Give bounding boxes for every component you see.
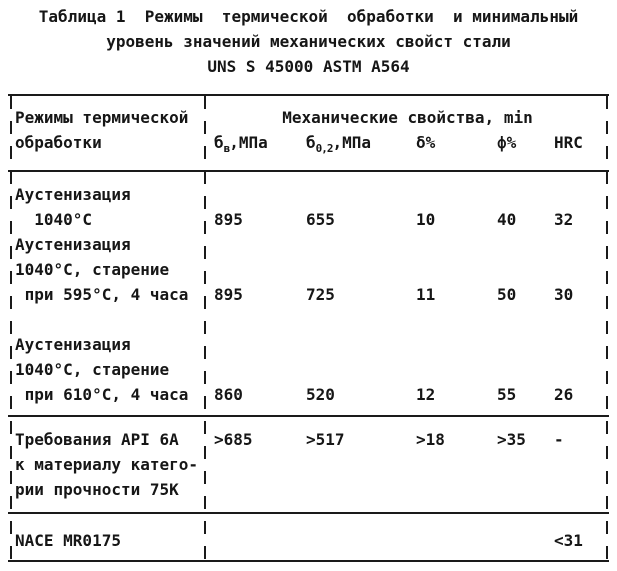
cell-sigma-02: 725 — [306, 285, 335, 304]
cell-delta: 12 — [416, 385, 436, 404]
cell-sigma-b: 860 — [214, 385, 243, 404]
table-row — [8, 382, 609, 407]
table-border-left — [10, 96, 12, 560]
table-row — [8, 528, 609, 553]
nace-section — [8, 512, 609, 560]
cell-delta: 10 — [416, 210, 436, 229]
row-label: Аустенизация — [15, 235, 131, 254]
column-header-regimes-line-1: Режимы термической — [15, 108, 189, 127]
column-header-sigma-02: $б_{0,2},МПа$ — [306, 133, 372, 155]
cell-hrc: 32 — [554, 210, 574, 229]
table-row-blank — [8, 307, 609, 332]
cell-sigma-02: >517 — [306, 430, 345, 449]
table-row — [8, 357, 609, 382]
cell-hrc: 26 — [554, 385, 574, 404]
api-requirements-section — [8, 415, 609, 512]
cell-phi: 40 — [497, 210, 517, 229]
cell-delta: >18 — [416, 430, 445, 449]
cell-sigma-b — [206, 528, 306, 553]
cell-sigma-02: 520 — [306, 385, 335, 404]
row-label: Аустенизация — [15, 335, 131, 354]
row-label: Аустенизация — [15, 185, 131, 204]
cell-phi: 50 — [497, 285, 517, 304]
table-border-right — [606, 96, 608, 560]
table-row — [8, 282, 609, 307]
row-label: при 610°С, 4 часа — [15, 385, 189, 404]
row-label: 1040°С, старение — [15, 260, 170, 279]
cell-hrc: 30 — [554, 285, 574, 304]
cell-sigma-02: 655 — [306, 210, 335, 229]
table-header — [8, 96, 609, 170]
cell-delta — [416, 528, 493, 553]
cell-phi: 55 — [497, 385, 517, 404]
table-row — [8, 332, 609, 357]
header-row-2 — [8, 130, 609, 155]
cell-sigma-02 — [306, 528, 416, 553]
cell-hrc: - — [554, 430, 564, 449]
table-row — [8, 232, 609, 257]
row-label: Требования API 6А — [15, 430, 179, 449]
cell-delta: 11 — [416, 285, 436, 304]
cell-sigma-b: 895 — [214, 210, 243, 229]
cell-phi — [493, 528, 548, 553]
row-label: 1040°С — [15, 210, 93, 229]
row-label: к материалу катего- — [15, 455, 199, 474]
table-row — [8, 477, 609, 502]
table-divider-middle — [204, 96, 206, 560]
table-row — [8, 452, 609, 477]
cell-phi: >35 — [497, 430, 526, 449]
cell-sigma-b: 895 — [214, 285, 243, 304]
thermal-treatment-table — [8, 94, 609, 562]
column-header-delta: δ% — [416, 133, 436, 152]
treatment-rows-section — [8, 170, 609, 415]
row-label: NACE MR0175 — [15, 531, 121, 550]
table-row — [8, 207, 609, 232]
cell-hrc: <31 — [554, 531, 583, 550]
column-header-sigma-b: $б_в,МПа$ — [214, 133, 268, 155]
table-row — [8, 182, 609, 207]
table-caption-line-3: UNS S 45000 ASTM A564 — [207, 57, 410, 76]
table-caption-line-2: уровень значений механических свойст стали — [106, 32, 511, 51]
header-row-1 — [8, 105, 609, 130]
subcolumn-headers — [206, 130, 609, 155]
column-header-mech-props: Механические свойства, min — [282, 108, 533, 127]
row-label: 1040°С, старение — [15, 360, 170, 379]
row-label — [8, 307, 206, 332]
row-label: рии прочности 75К — [15, 480, 179, 499]
column-header-phi: ф% — [497, 133, 517, 152]
column-header-regimes-line-2: обработки — [15, 133, 102, 152]
column-header-hrc: HRC — [554, 133, 583, 152]
table-caption-line-1: Таблица 1 Режимы термической обработки и минимальный — [38, 7, 579, 26]
table-row — [8, 427, 609, 452]
cell-sigma-b: >685 — [214, 430, 253, 449]
table-row — [8, 257, 609, 282]
table-caption — [0, 4, 617, 79]
row-label: при 595°С, 4 часа — [15, 285, 189, 304]
